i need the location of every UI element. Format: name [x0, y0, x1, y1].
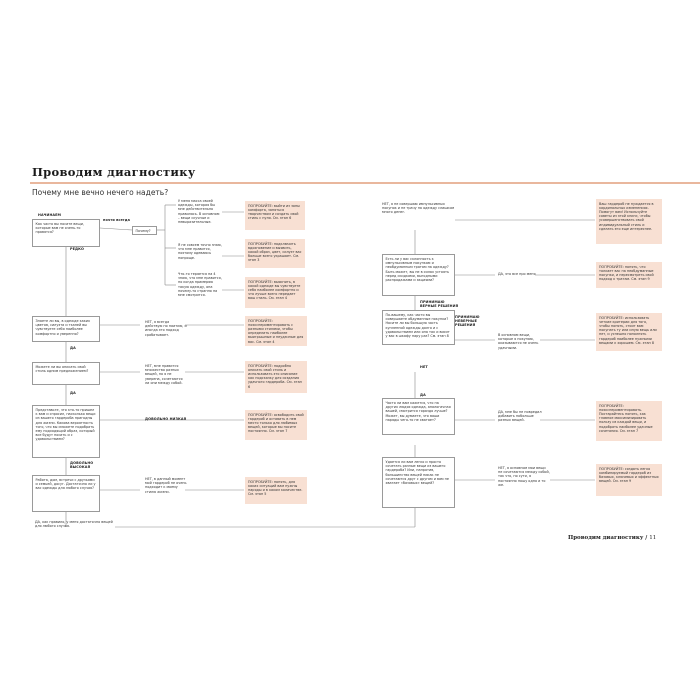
question-box-3: Можете ли вы описать свой стиль одним предложением?	[32, 362, 100, 385]
page-title: Проводим диагностику	[32, 165, 196, 179]
tip-box-5: ПОПРОБУЙТЕ: подробно описать свой стиль и использовать это описание как подсказку для создания удачного гардероба. См. этап 6	[245, 361, 307, 393]
tip-box-7: ПОПРОБУЙТЕ: понять, для каких ситуаций вам нужны наряды и в каком количестве. См. этап 5	[245, 477, 307, 504]
answer-note-r5: НЕТ, я основном мои вещи не сочетаются между собой, так что, по сути, я постоянно ношу одно и то же.	[498, 466, 550, 487]
reason-note-3: Что-то теряется на 4 знаю, что мне нравится, но когда примеряю такую одежду, она почему-то странно на мне смотрится.	[178, 272, 222, 298]
branch-label-yes: ДА	[70, 346, 76, 350]
branch-label-fairly-high: ДОВОЛЬНО ВЫСОКАЯ	[70, 461, 94, 469]
branch-label-accept-wrong: ПРИНИМАЮ НЕВЕРНЫЕ РЕШЕНИЯ	[455, 315, 480, 327]
page-subtitle: Почему мне вечно нечего надеть?	[32, 188, 169, 197]
answer-note-2: НЕТ, я всегда действую по наитию, и иногда это подход срабатывает.	[145, 320, 187, 337]
branch-label-rarely: РЕДКО	[70, 247, 84, 251]
footer-title: Проводим диагностику	[568, 535, 644, 541]
page-footer	[568, 535, 656, 541]
why-box: Почему?	[132, 226, 157, 235]
tip-box-10: ПОПРОБУЙТЕ: поэкспериментировать. Постарайтесь понять, как главное максимизировать пользу из каждой вещи, и подобрать наиболее удачные сочетания. См. этап 7	[596, 401, 662, 441]
reason-note-2: Я не совсем точно знаю, что мне нравится, поэтому одеваюсь попроще.	[178, 243, 222, 260]
branch-label-hardly: почти всегда	[103, 218, 130, 222]
branch-label-yes-3: ДА	[420, 393, 426, 397]
page-number: 11	[649, 535, 657, 541]
answer-note-5b: ДА, как правило, у меня достаточно вещей для любого случая.	[35, 520, 113, 529]
branch-label-accept-right: ПРИНИМАЮ ВЕРНЫЕ РЕШЕНИЯ	[420, 300, 459, 308]
question-box-r1: Есть ли у вас склонность к импульсивным покупкам и необдуманным тратам на одежду? Быть может, вы не в силах устоять перед скидками, выгодными распродажами и акциями?	[382, 254, 455, 296]
final-note-box: Ваш гардероб не нуждается в кардинальных изменениях. Помогут вам! Используйте советы из этой книги, чтобы усовершенствовать свой индивидуальный стиль и сделать его еще интереснее.	[596, 199, 662, 244]
tip-box-1: ПОПРОБУЙТЕ: выйти из зоны комфорта, заняться творчеством и создать свой стиль с нуля. См. этап 6	[245, 201, 305, 230]
tip-box-9: ПОПРОБУЙТЕ: использовать четкие критерии для того, чтобы понять, стоит вам покупать ту или иную вещь или нет, и успешно пополнять гардероб наиболее нужными вещами к хорошем. См. этап 8	[596, 313, 662, 351]
tip-box-8: ПОПРОБУЙТЕ: понять, что толкает вас на необдуманные покупки, и пересмотреть свой подход к тратам. См. этап 9	[596, 262, 662, 288]
tip-box-2: ПОПРОБУЙТЕ: подключить вдохновение и выявить, какой образ, цвет, силуэт вас больше всего украшает. См. этап 3	[245, 239, 305, 268]
branch-label-no: НЕТ	[420, 365, 428, 369]
question-box-2: Знаете ли вы, в одежде каких цветов, силуэта и тканей вы чувствуете себя наиболее комфортно и уверенно?	[32, 316, 100, 342]
tip-box-6: ПОПРОБУЙТЕ: освободить свой гардероб и оставить в нем место только для любимых вещей, которые вы носите постоянно. См. этап 7	[245, 410, 307, 440]
branch-label-fairly-low: ДОВОЛЬНО НИЗКАЯ	[145, 417, 187, 421]
reason-note-1: У меня масса своей одежды, которая бы мне действительно нравилась. В основном – вещи скучные и невыразительные.	[178, 199, 220, 225]
answer-note-r3: В основном вещи, которые я покупаю, оказываются не очень удачными.	[498, 333, 539, 350]
tip-box-11: ПОПРОБУЙТЕ: создать легко комбинируемый гардероб из базовых, ключевых и эффектных вещей. См. этап 9	[596, 464, 662, 496]
tip-box-4: ПОПРОБУЙТЕ: поэкспериментировать с разными стилями, чтобы определить наиболее выигрышные и неудачные для вас. См. этап 4	[245, 316, 307, 346]
answer-note-r4: ДА, мне бы не повредил добавить побольше разных вещей.	[498, 410, 542, 423]
question-box-5: Работа, дом, встречи с друзьями и семьей, досуг. Достаточно ли у вас одежды для любого случая?	[32, 475, 100, 512]
question-box-4: Представьте, что кто-то пришел к вам и спросил, насколько вещи из вашего гардероба пригодны для жизни. Какова вероятность того, что вы сможете подобрать ему подходящий образ, который все будут носить и с удовольствием?	[32, 405, 100, 458]
question-box-1: Как часто вы носите вещи, которые вам не очень-то нравятся?	[32, 219, 100, 247]
footer-separator: /	[645, 535, 648, 541]
answer-note-3: НЕТ, мне нравится множество разных вещей, но я не уверена, сочетаются ли они между собой.	[145, 364, 183, 385]
question-box-r4: Удается ли вам легко и просто сочетать разные вещи из вашего гардероба? Или, напротив, большинство вещей никак не сочетаются друг с другом и вам не хватает «базовых» вещей?	[382, 457, 455, 508]
answer-note-5: НЕТ, в данный момент мой гардероб не очень подходит к моему стилю жизни.	[145, 477, 187, 494]
answer-note-r2: ДА, это все про меня	[498, 272, 536, 276]
question-box-r3: Часто ли вам кажется, что на других людях одежда, аналогичная вашей, смотрится гораздо лучше? Может, вы думаете, что ваши наряды чего-то не хватает?	[382, 398, 455, 435]
branch-label-yes-2: ДА	[70, 391, 76, 395]
question-box-r2: По-вашему, как часто вы совершаете обдуманные покупки? Носите ли вы большую часть купленной одежды долго и с удовольствием или она так и висит у вас в шкафу пару раз? См. этап 8	[382, 310, 455, 345]
start-label: НАЧИНАЕМ	[38, 213, 61, 217]
answer-note-r1: НЕТ, я не совершаю импульсивных покупок и не трачу на одежду слишком много денег.	[382, 202, 455, 215]
tip-box-3: ПОПРОБУЙТЕ: выяснить, в какой одежде вы чувствуете себя наиболее комфортно и что лучше всего передает ваш стиль. См. этап 4	[245, 277, 305, 308]
